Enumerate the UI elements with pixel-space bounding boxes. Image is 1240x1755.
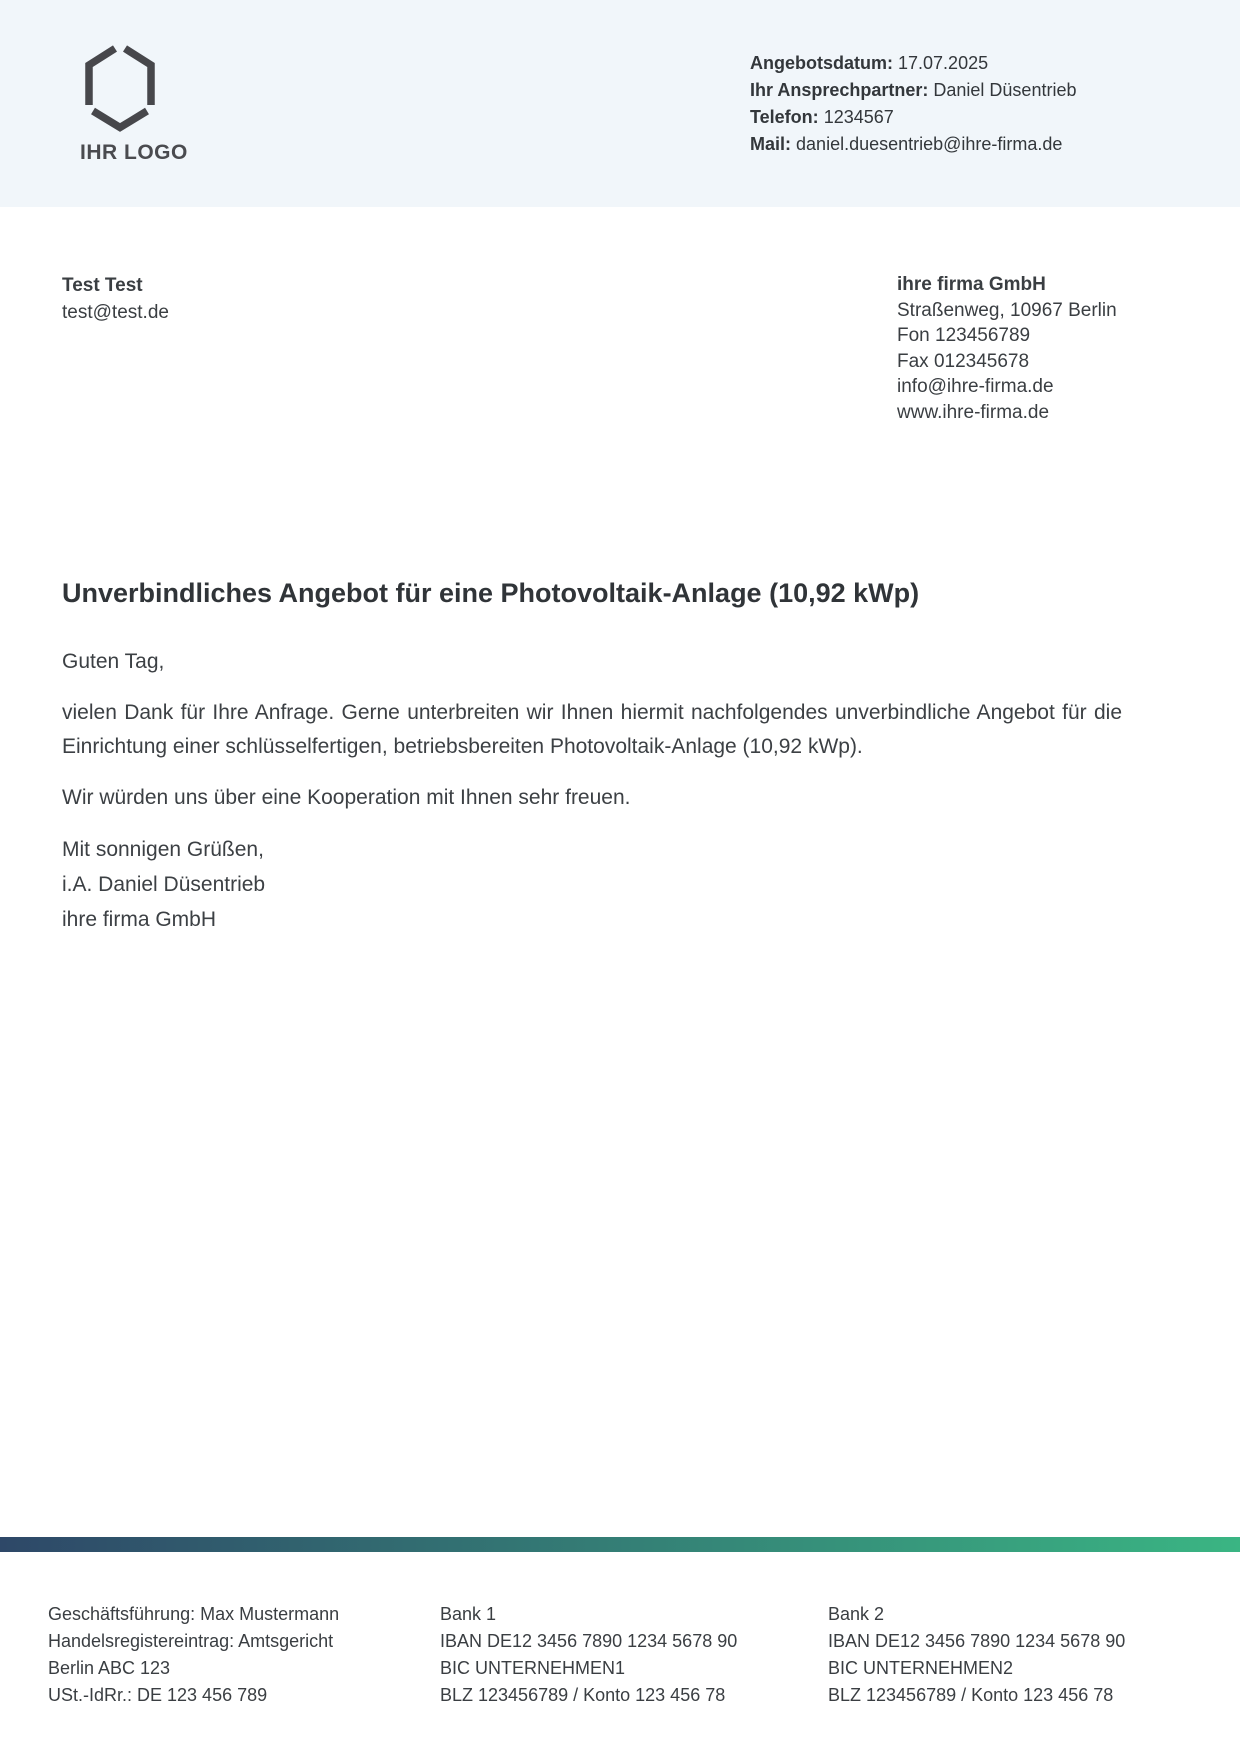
footer-bank2-bic: BIC UNTERNEHMEN2 [828, 1658, 1014, 1678]
footer-bank1-iban: IBAN DE12 3456 7890 1234 5678 90 [440, 1631, 738, 1651]
offer-date-value: 17.07.2025 [898, 53, 989, 73]
offer-date-label: Angebotsdatum: [750, 53, 893, 73]
company-logo [80, 44, 210, 165]
signature-block [62, 832, 1122, 937]
footer-line-vat-id: USt.-IdRr.: DE 123 456 789 [48, 1685, 268, 1705]
footer-bank1-blz-konto: BLZ 123456789 / Konto 123 456 78 [440, 1685, 726, 1705]
phone-line [750, 104, 1076, 131]
sender-address-block [897, 272, 1117, 425]
mail-line [750, 131, 1076, 158]
contact-person-value: Daniel Düsentrieb [933, 80, 1077, 100]
salutation: Guten Tag, [62, 650, 165, 673]
sender-fax: Fax 012345678 [897, 350, 1030, 372]
sender-phone: Fon 123456789 [897, 325, 1031, 346]
recipient-address-block [62, 272, 169, 326]
footer-bank-1 [440, 1601, 737, 1709]
footer-bank2-iban: IBAN DE12 3456 7890 1234 5678 90 [828, 1631, 1126, 1651]
signature-closing: Mit sonnigen Grüßen, [62, 838, 264, 861]
footer-bank2-title: Bank 2 [828, 1604, 885, 1624]
signature-company: ihre firma GmbH [62, 908, 217, 931]
footer-company-info [48, 1601, 339, 1709]
paragraph-intro: vielen Dank für Ihre Anfrage. Gerne unterbreiten wir Ihnen hiermit nachfolgendes unverbindliche Angebot für die Einrichtung einer schlüsselfertigen, betriebsbereiten Photovoltaik-Anlage (10,92 kWp). [62, 701, 1122, 758]
mail-label: Mail: [750, 134, 792, 154]
signature-signer: i.A. Daniel Düsentrieb [62, 873, 266, 896]
phone-label: Telefon: [750, 107, 819, 127]
hexagon-logo-icon [85, 44, 155, 132]
footer-line-management: Geschäftsführung: Max Mustermann [48, 1604, 340, 1624]
recipient-email: test@test.de [62, 302, 169, 323]
phone-value: 1234567 [823, 107, 894, 127]
sender-email: info@ihre-firma.de [897, 376, 1054, 397]
footer-bank1-title: Bank 1 [440, 1604, 497, 1624]
footer-bank2-blz-konto: BLZ 123456789 / Konto 123 456 78 [828, 1685, 1114, 1705]
footer-bank1-bic: BIC UNTERNEHMEN1 [440, 1658, 626, 1678]
contact-person-label: Ihr Ansprechpartner: [750, 80, 929, 100]
footer-bank-2 [828, 1601, 1125, 1709]
footer-accent-bar [0, 1537, 1240, 1552]
sender-company-name: ihre firma GmbH [897, 274, 1046, 295]
mail-value: daniel.duesentrieb@ihre-firma.de [796, 134, 1063, 154]
contact-person-line [750, 77, 1076, 104]
logo-text: IHR LOGO [80, 141, 188, 164]
letter-title: Unverbindliches Angebot für eine Photovoltaik-Anlage (10,92 kWp) [62, 578, 920, 608]
footer-line-register: Handelsregistereintrag: Amtsgericht [48, 1631, 334, 1651]
sender-website: www.ihre-firma.de [897, 401, 1050, 423]
letterhead-header [0, 0, 1240, 207]
offer-date-line [750, 50, 1076, 77]
sender-street-city: Straßenweg, 10967 Berlin [897, 299, 1117, 321]
footer-line-register-city: Berlin ABC 123 [48, 1658, 171, 1678]
letter-body [62, 645, 1122, 937]
recipient-name: Test Test [62, 275, 143, 296]
paragraph-cooperation: Wir würden uns über eine Kooperation mit Ihnen sehr freuen. [62, 786, 631, 809]
offer-meta-block [750, 50, 1076, 158]
